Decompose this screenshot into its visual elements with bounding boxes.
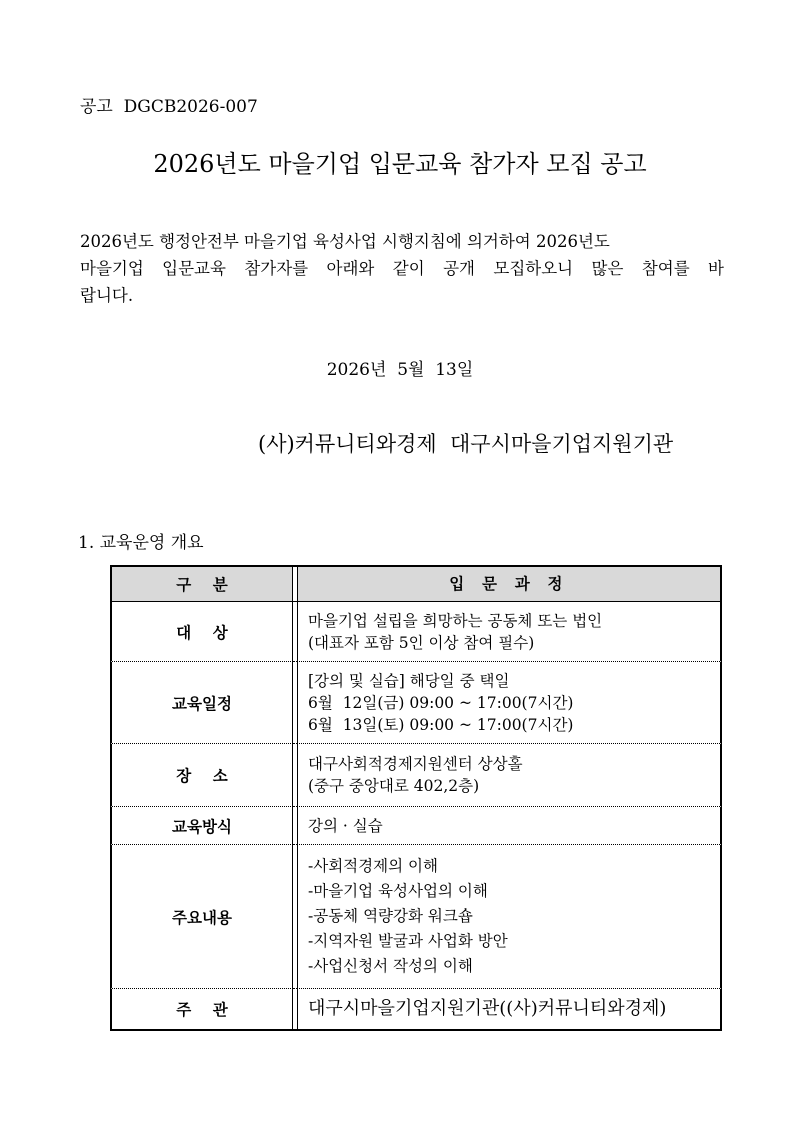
table-row xyxy=(110,989,722,1031)
row-value: -사회적경제의 이해 -마을기업 육성사업의 이해 -공동체 역량강화 워크숍 -지역자원 발굴과 사업화 방안 -사업신청서 작성의 이해 xyxy=(297,845,722,989)
row-value: 마을기업 설립을 희망하는 공동체 또는 법인 (대표자 포함 5인 이상 참여 필수) xyxy=(297,602,722,662)
intro-paragraph xyxy=(80,228,724,309)
row-value: 강의 · 실습 xyxy=(297,807,722,845)
row-value: [강의 및 실습] 해당일 중 택일 6월 12일(금) 09:00 ~ 17:00(7시간) 6월 13일(토) 09:00 ~ 17:00(7시간) xyxy=(297,662,722,744)
overview-table xyxy=(110,565,722,1031)
intro-line: 2026년도 행정안전부 마을기업 육성사업 시행지침에 의거하여 2026년도 xyxy=(80,232,610,251)
organization-name: (사)커뮤니티와경제 대구시마을기업지원기관 xyxy=(258,432,674,456)
table-row xyxy=(110,845,722,989)
row-value: 대구시마을기업지원기관((사)커뮤니티와경제) xyxy=(297,989,722,1031)
table-row xyxy=(110,662,722,744)
announcement-date: 2026년 5월 13일 xyxy=(326,360,474,380)
row-label: 교육방식 xyxy=(110,807,293,845)
row-label: 주 관 xyxy=(110,989,293,1031)
table-row xyxy=(110,602,722,662)
header-label: 구 분 xyxy=(110,565,293,602)
table-row xyxy=(110,807,722,845)
table-row xyxy=(110,744,722,807)
intro-line: 랍니다. xyxy=(80,286,134,305)
page-title: 2026년도 마을기업 입문교육 참가자 모집 공고 xyxy=(153,150,647,178)
row-label: 주요내용 xyxy=(110,845,293,989)
row-value: 대구사회적경제지원센터 상상홀 (중구 중앙대로 402,2층) xyxy=(297,744,722,807)
row-label: 대 상 xyxy=(110,602,293,662)
intro-line: 마을기업 입문교육 참가자를 아래와 같이 공개 모집하오니 많은 참여를 바 xyxy=(80,259,724,278)
table-header-row xyxy=(110,565,722,602)
row-label: 교육일정 xyxy=(110,662,293,744)
section-title: 1. 교육운영 개요 xyxy=(78,533,204,553)
row-label: 장 소 xyxy=(110,744,293,807)
document-number: 공고 DGCB2026-007 xyxy=(80,97,258,117)
header-value: 입 문 과 정 xyxy=(297,565,722,602)
